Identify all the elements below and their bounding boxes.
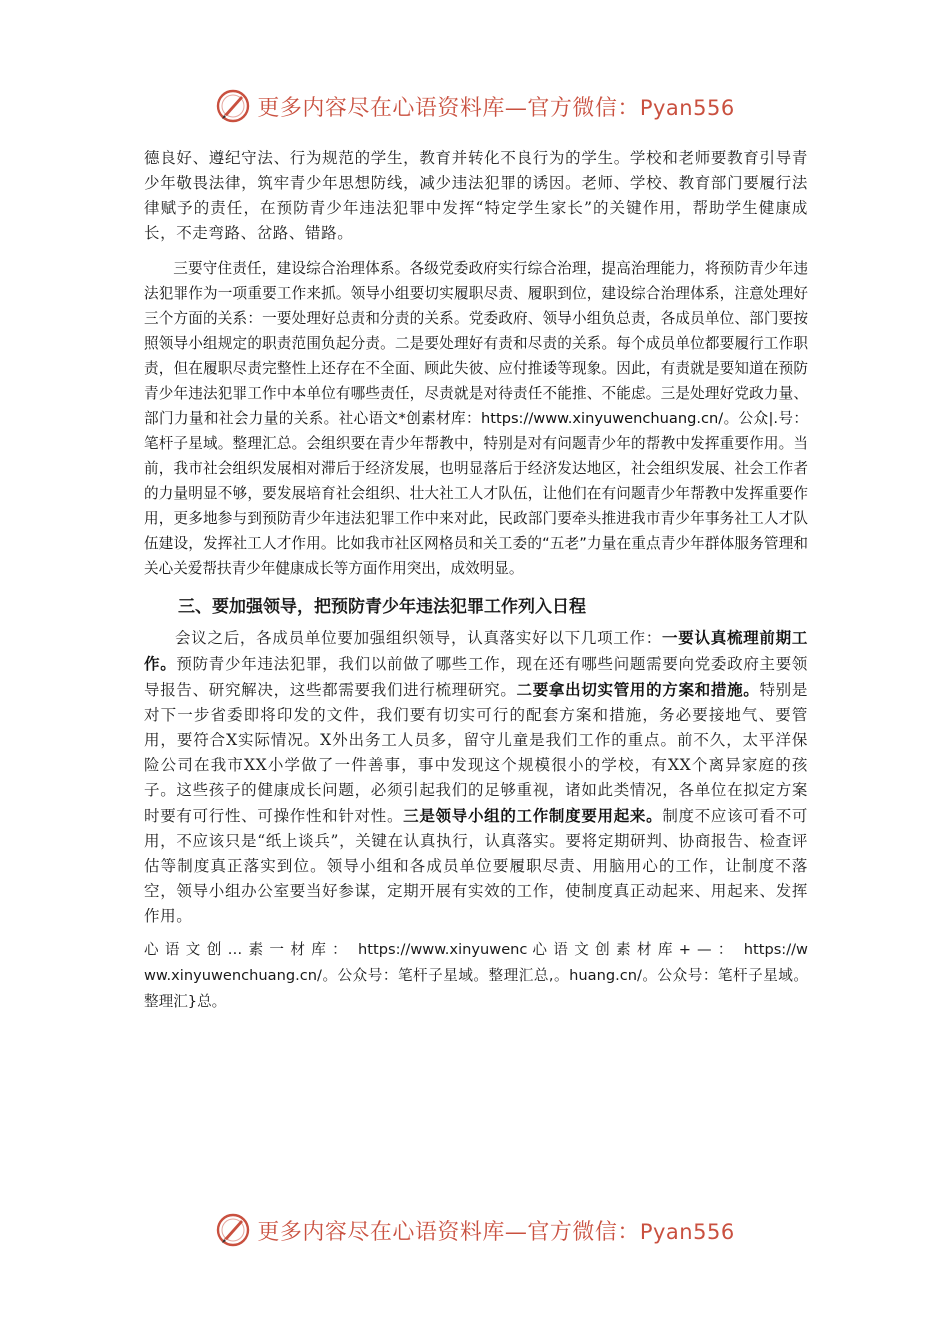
header-banner [0,86,950,126]
paragraph-3: 会议之后，各成员单位要加强组织领导，认真落实好以下几项工作：一要认真梳理前期工作。预防青少年违法犯罪，我们以前做了哪些工作，现在还有哪些问题需要向党委政府主要领导报告、研究解决，这些都需要我们进行梳理研究。二要拿出切实管用的方案和措施。特别是对下一步省委即将印发的文件，我们要有切实可行的配套方案和措施，务必要接地气、要管用，要符合X实际情况。X外出务工人员多，留守儿童是我们工作的重点。前不久，太平洋保险公司在我市XX小学做了一件善事，事中发现这个规模很小的学校，有XX个离异家庭的孩子。这些孩子的健康成长问题，必须引起我们的足够重视，诸如此类情况，各单位在拟定方案时要有可行性、可操作性和针对性。三是领导小组的工作制度要用起来。制度不应该可看不可用，不应该只是“纸上谈兵”，关键在认真执行，认真落实。要将定期研判、协商报告、检查评估等制度真正落实到位。领导小组和各成员单位要履职尽责、用脑用心的工作，让制度不落空，领导小组办公室要当好参谋，定期开展有实效的工作，使制度真正动起来、用起来、发挥作用。 [144,628,809,925]
bold-point-2: 二要拿出切实管用的方案和措施。 [516,680,760,699]
bold-point-1: 一要认真梳理前期工作。 [144,628,808,673]
footer-banner [0,1210,950,1250]
banner-text: 更多内容尽在心语资料库—官方微信：Pyan556 [257,1219,735,1245]
section-heading: 三、要加强领导，把预防青少年违法犯罪工作列入日程 [178,597,586,617]
document-body [144,146,808,1030]
quill-pen-icon [215,88,251,124]
banner-text: 更多内容尽在心语资料库—官方微信：Pyan556 [257,95,735,121]
paragraph-2: 三要守住责任，建设综合治理体系。各级党委政府实行综合治理，提高治理能力，将预防青少年违法犯罪作为一项重要工作来抓。领导小组要切实履职尽责、履职到位，建设综合治理体系，注意处理好三个方面的关系：一要处理好总责和分责的关系。党委政府、领导小组负总责，各成员单位、部门要按照领导小组规定的职责范围负起分责。二是要处理好有责和尽责的关系。每个成员单位都要履行工作职责，但在履职尽责完整性上还存在不全面、顾此失彼、应付推诿等现象。因此，有责就是要知道在预防青少年违法犯罪工作中本单位有哪些责任，尽责就是对待责任不能推、不能虑。三是处理好党政力量、部门力量和社会力量的关系。社心语文*创素材库：https://www.xinyuwenchuang.cn/。公众|.号：笔杆子星域。整理汇总。会组织要在青少年帮教中，特别是对有问题青少年的帮教中发挥重要作用。当前，我市社会组织发展相对滞后于经济发展，也明显落后于经济发达地区，社会组织发展、社会工作者的力量明显不够，要发展培育社会组织、壮大社工人才队伍，让他们在有问题青少年帮教中发挥重要作用，更多地参与到预防青少年违法犯罪工作中来对此，民政部门要牵头推进我市青少年事务社工人才队伍建设，发挥社工人才作用。比如我市社区网格员和关工委的“五老”力量在重点青少年群体服务管理和关心关爱帮扶青少年健康成长等方面作用突出，成效明显。 [144,260,808,577]
quill-pen-icon [215,1212,251,1248]
bold-point-3: 三是领导小组的工作制度要用起来。 [403,806,663,825]
source-note: 心语文创…素一材库： https://www.xinyuwenc 心语文创素材库+—： https://www.xinyuwenchuang.cn/。公众号：笔杆子星域。整理汇总,。huang.cn/。公众号：笔杆子星域。整理汇}总。 [144,941,808,1010]
paragraph-1: 德良好、遵纪守法、行为规范的学生，教育并转化不良行为的学生。学校和老师要教育引导青少年敬畏法律，筑牢青少年思想防线，减少违法犯罪的诱因。老师、学校、教育部门要履行法律赋予的责任，在预防青少年违法犯罪中发挥“特定学生家长”的关键作用，帮助学生健康成长，不走弯路、岔路、错路。 [144,149,808,242]
